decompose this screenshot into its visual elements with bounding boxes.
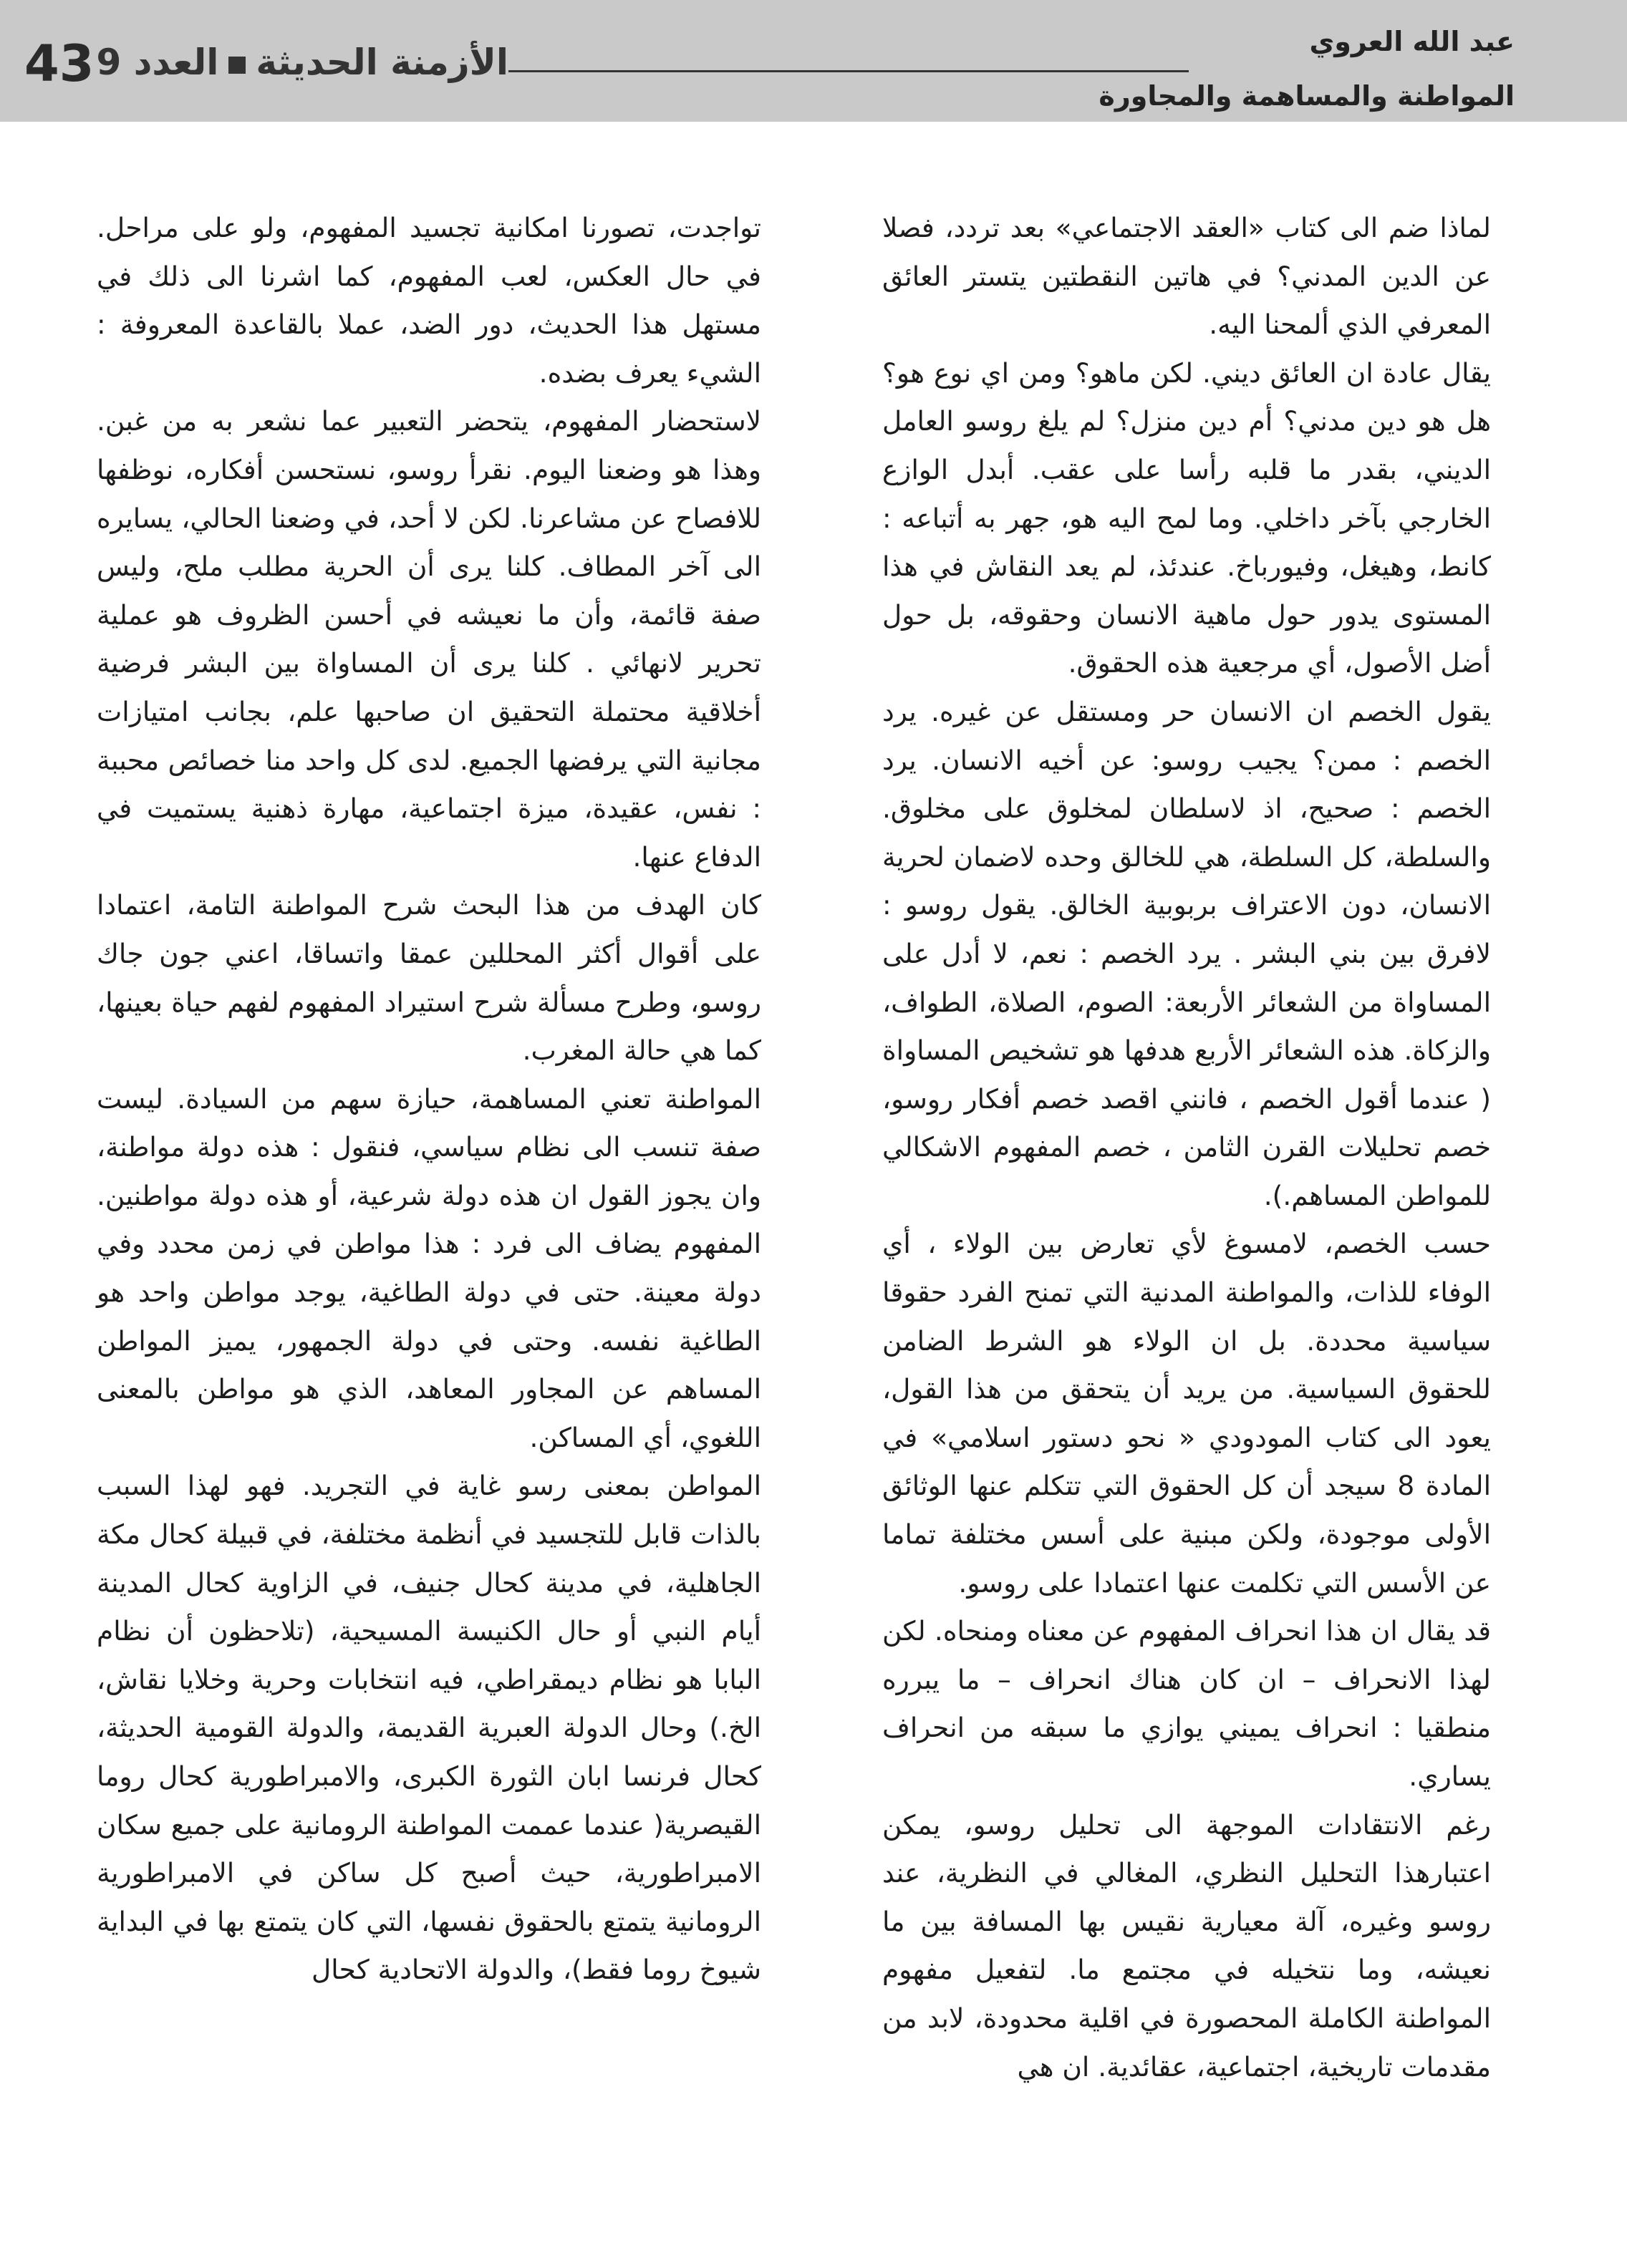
paragraph: لماذا ضم الى كتاب «العقد الاجتماعي» بعد تردد، فصلا عن الدين المدني؟ في هاتين النقطتين يتستر العائق المعرفي الذي ألمحنا اليه. [882,212,1491,341]
paragraph: حسب الخصم، لامسوغ لأي تعارض بين الولاء ، أي الوفاء للذات، والمواطنة المدنية التي تمنح الفرد حقوقا سياسية محددة. بل ان الولاء هو الشرط الضامن للحقوق السياسية. من يريد أن يتحقق من هذا القول، يعود الى كتاب المودودي « نحو دستور اسلامي» في المادة 8 سيجد أن كل الحقوق التي تتكلم عنها الوثائق الأولى موجودة، ولكن مبنية على أسس مختلفة تماما عن الأسس التي تكلمت عنها اعتمادا على روسو. [882,1228,1491,1599]
paragraph: رغم الانتقادات الموجهة الى تحليل روسو، يمكن اعتبارهذا التحليل النظري، المغالي في النظرية، عند روسو وغيره، آلة معيارية نقيس بها المسافة بين ما نعيشه، وما نتخيله في مجتمع ما. لتفعيل مفهوم المواطنة الكاملة المحصورة في اقلية محدودة، لابد من مقدمات تاريخية، اجتماعية، عقائدية. ان هي [882,1808,1491,2083]
journal-name: الأزمنة الحديثة [256,42,508,83]
page-number: 43 [24,34,95,93]
square-separator-icon [228,57,246,74]
journal-title [96,42,508,83]
author-name: عبد الله العروي [1309,26,1515,57]
page-header [0,0,1627,122]
paragraph: المواطنة تعني المساهمة، حيازة سهم من السيادة. ليست صفة تنسب الى نظام سياسي، فنقول : هذه دولة مواطنة، وان يجوز القول ان هذه دولة شرعية، أو هذه دولة مواطنين. المفهوم يضاف الى فرد : هذا مواطن في زمن محدد وفي دولة معينة. حتى في دولة الطاغية، يوجد مواطن واحد هو الطاغية نفسه. وحتى في دولة الجمهور، يميز المواطن المساهم عن المجاور المعاهد، الذي هو مواطن بالمعنى اللغوي، أي المساكن. [97,1082,761,1453]
paragraph: قد يقال ان هذا انحراف المفهوم عن معناه ومنحاه. لكن لهذا الانحراف – ان كان هناك انحراف – ما يبرره منطقيا : انحراف يميني يوازي ما سبقه من انحراف يساري. [882,1615,1491,1792]
paragraph: تواجدت، تصورنا امكانية تجسيد المفهوم، ولو على مراحل. في حال العكس، لعب المفهوم، كما اشرنا الى ذلك في مستهل هذا الحديث، دور الضد، عملا بالقاعدة المعروفة : الشيء يعرف بضده. [97,212,761,389]
header-divider [508,70,1189,72]
left-column [97,204,761,1995]
paragraph: كان الهدف من هذا البحث شرح المواطنة التامة، اعتمادا على أقوال أكثر المحللين عمقا واتساقا، اعني جون جاك روسو، وطرح مسألة شرح استيراد المفهوم لفهم حياة بعينها، كما هي حالة المغرب. [97,889,761,1067]
issue-label: العدد [133,42,219,83]
paragraph: يقال عادة ان العائق ديني. لكن ماهو؟ ومن اي نوع هو؟ هل هو دين مدني؟ أم دين منزل؟ لم يلغ روسو العامل الديني، بقدر ما قلبه رأسا على عقب. أبدل الوازع الخارجي بآخر داخلي. وما لمح اليه هو، جهر به أتباعه : كانط، وهيغل، وفيورباخ. عندئذ، لم يعد النقاش في هذا المستوى يدور حول ماهية الانسان وحقوقه، بل حول أضل الأصول، أي مرجعية هذه الحقوق. [882,357,1491,679]
paragraph: المواطن بمعنى رسو غاية في التجريد. فهو لهذا السبب بالذات قابل للتجسيد في أنظمة مختلفة، في قبيلة كحال مكة الجاهلية، في مدينة كحال جنيف، في الزاوية كحال المدينة أيام النبي أو حال الكنيسة المسيحية، (تلاحظون أن نظام البابا هو نظام ديمقراطي، فيه انتخابات وحرية وخلايا نقاش، الخ.) وحال الدولة العبرية القديمة، والدولة القومية الحديثة، كحال فرنسا ابان الثورة الكبرى، والامبراطورية كحال روما القيصرية( عندما عممت المواطنة الرومانية على جميع سكان الامبراطورية، حيث أصبح كل ساكن في الامبراطورية الرومانية يتمتع بالحقوق نفسها، التي كان يتمتع بها في البداية شيوخ روما فقط)، والدولة الاتحادية كحال [97,1470,761,1986]
paragraph: يقول الخصم ان الانسان حر ومستقل عن غيره. يرد الخصم : ممن؟ يجيب روسو: عن أخيه الانسان. يرد الخصم : صحيح، اذ لاسلطان لمخلوق على مخلوق. والسلطة، كل السلطة، هي للخالق وحده لاضمان لحرية الانسان، دون الاعتراف بربوبية الخالق. يقول روسو : لافرق بين بني البشر . يرد الخصم : نعم، لا أدل على المساواة من الشعائر الأربعة: الصوم، الصلاة، الطواف، والزكاة. هذه الشعائر الأربع هدفها هو تشخيص المساواة ( عندما أقول الخصم ، فانني اقصد خصم أفكار روسو، خصم تحليلات القرن الثامن ، خصم المفهوم الاشكالي للمواطن المساهم.). [882,695,1491,1211]
right-column [882,204,1491,2091]
article-subtitle: المواطنة والمساهمة والمجاورة [1099,80,1515,112]
issue-number: 9 [96,42,122,83]
paragraph: لاستحضار المفهوم، يتحضر التعبير عما نشعر به من غبن. وهذا هو وضعنا اليوم. نقرأ روسو، نستحسن أفكاره، نوظفها للافصاح عن مشاعرنا. لكن لا أحد، في وضعنا الحالي، يسايره الى آخر المطاف. كلنا يرى أن الحرية مطلب ملح، وليس صفة قائمة، وأن ما نعيشه في أحسن الظروف هو عملية تحرير لانهائي . كلنا يرى أن المساواة بين البشر فرضية أخلاقية محتملة التحقيق ان صاحبها علم، بجانب امتيازات مجانية التي يرفضها الجميع. لدى كل واحد منا خصائص محببة : نفس، عقيدة، ميزة اجتماعية، مهارة ذهنية يستميت في الدفاع عنها. [97,405,761,873]
